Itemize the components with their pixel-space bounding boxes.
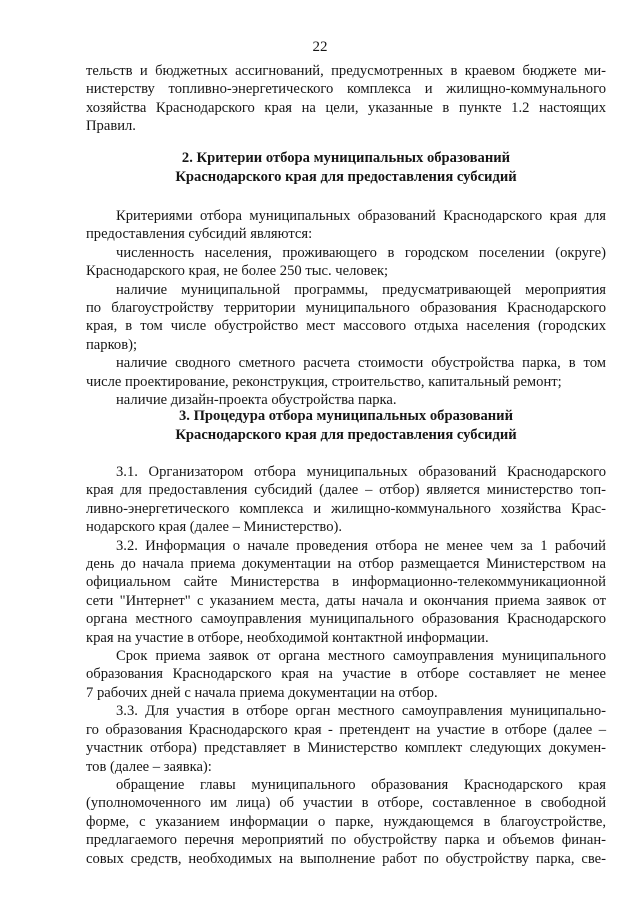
text-line: го образования Краснодарского края - претендент на участие в отборе (далее – [86,721,606,738]
text-line: по благоустройству территории муниципального образования Краснодарского [86,300,606,317]
text-line: края для предоставления субсидий (далее – отбор) является министерство топ- [86,482,606,499]
text-line: наличие дизайн-проекта обустройства парка. [116,392,397,409]
text-line: 3.1. Организатором отбора муниципальных образований Краснодарского [116,464,606,480]
text-line: предлагаемого перечня мероприятий по обустройству парка и объемов финан- [86,832,606,849]
text-line: 7 рабочих дней с начала приема документации на отбор. [86,684,438,701]
text-line: 3.3. Для участия в отборе орган местного самоуправления муниципально- [116,703,606,720]
text-line: обращение главы муниципального образования Краснодарского края [116,776,606,793]
section-2-heading [86,149,606,187]
text-line: наличие муниципальной программы, предусматривающей мероприятия [116,281,606,298]
text-line: Правил. [86,118,136,135]
text-line: нодарского края (далее – Министерство). [86,519,343,536]
page-number: 22 [312,39,328,55]
text-line: наличие сводного сметного расчета стоимости обустройства парка, в том [116,355,606,372]
text-line: Критериями отбора муниципальных образований Краснодарского края для [116,208,606,224]
text-line: парков); [86,336,138,353]
text-line: края, в том числе обустройство мест массового отдыха населения (городских [86,318,606,335]
text-line: (уполномоченного им лица) об участии в отборе, составленное в свободной [86,795,606,812]
paragraph-continuation [86,62,606,136]
text-line: нистерству топливно-энергетического комплекса и жилищно-коммунального [86,81,606,98]
text-line: 3.2. Информация о начале проведения отбора не менее чем за 1 рабочий [116,537,606,554]
text-line: числе проектирование, реконструкция, строительство, капитальный ремонт; [86,373,562,390]
text-line: края на участие в отборе, необходимой контактной информации. [86,629,489,646]
text-line: образования Краснодарского края на участие в отборе составляет не менее [86,666,606,683]
heading-line: 2. Критерии отбора муниципальных образований [181,150,511,166]
text-line: день до начала приема документации на отбор размещается Министерством на [86,556,606,573]
text-line: участник отбора) представляет в Министерство комплект следующих докумен- [86,740,606,757]
text-line: предоставления субсидий являются: [86,226,313,243]
text-line: ливно-энергетического комплекса и жилищно-коммунального хозяйства Крас- [86,500,606,517]
text-line: органа местного самоуправления муниципального образования Краснодарского [86,611,606,628]
heading-line: 3. Процедура отбора муниципальных образований [178,408,513,424]
section-3-heading [86,407,606,445]
text-line: сети "Интернет" с указанием места, даты начала и окончания приема заявок от [86,592,606,609]
text-line: тельств и бюджетных ассигнований, предусмотренных в краевом бюджете ми- [86,63,606,79]
criteria-section [86,207,606,409]
heading-line: Краснодарского края для предоставления субсидий [175,427,517,443]
text-line: форме, с указанием информации о парке, нуждающемся в благоустройстве, [86,813,606,830]
text-line: Краснодарского края, не более 250 тыс. человек; [86,263,389,280]
text-line: численность населения, проживающего в городском поселении (округе) [116,244,606,261]
heading-line: Краснодарского края для предоставления субсидий [175,169,517,185]
text-line: тов (далее – заявка): [86,758,212,775]
text-line: Срок приема заявок от органа местного самоуправления муниципального [116,648,606,665]
text-line: официальном сайте Министерства в информационно-телекоммуникационной [86,574,606,591]
text-line: хозяйства Краснодарского края на цели, указанные в пункте 1.2 настоящих [86,99,606,116]
procedure-section [86,463,606,868]
text-line: совых средств, необходимых на выполнение работ по обустройству парка, све- [86,850,606,867]
